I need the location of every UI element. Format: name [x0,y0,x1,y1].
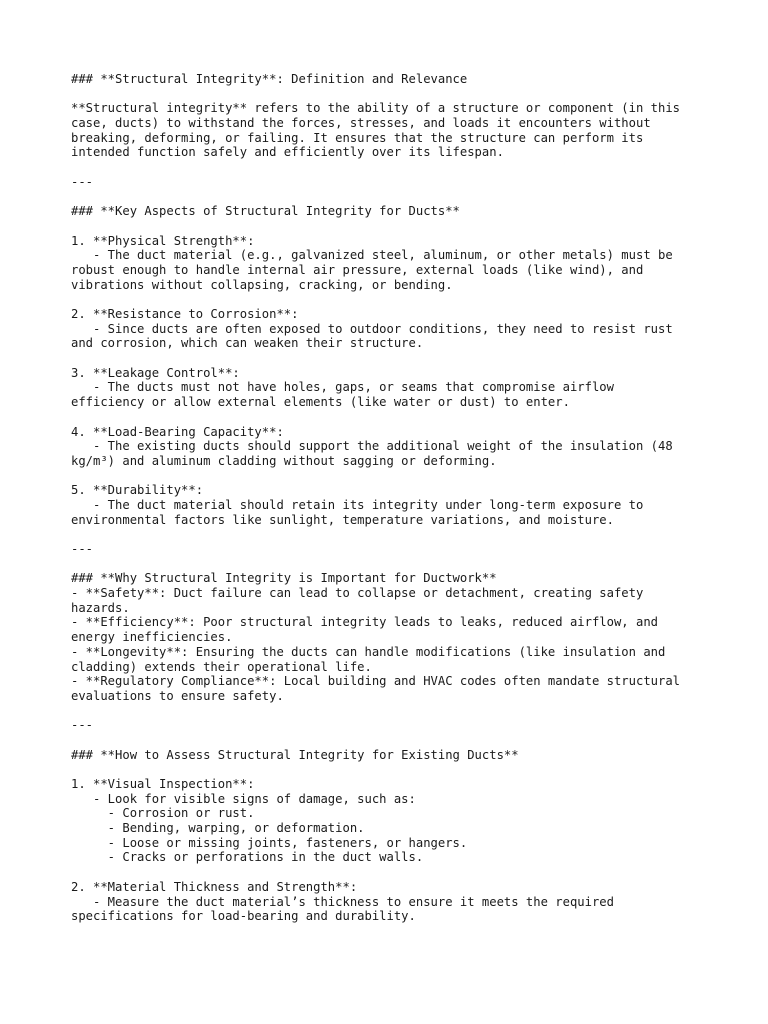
list-item-corrosion: 2. **Resistance to Corrosion**: [71,307,299,321]
list-item-detail: vibrations without collapsing, cracking, or bending. [71,277,453,292]
definition-paragraph-line: **Structural integrity** refers to the ability of a structure or component (in this [71,101,681,116]
bullet-safety: - **Safety**: Duct failure can lead to collapse or detachment, creating safety [71,586,644,601]
bullet-continuation: hazards. [71,600,130,615]
horizontal-rule: --- [71,174,94,189]
list-item-detail: and corrosion, which can weaken their structure. [71,336,424,351]
list-item-leakage: 3. **Leakage Control**: [71,365,240,380]
sub-bullet: - Corrosion or rust. [71,806,255,821]
sub-bullet: - Loose or missing joints, fasteners, or hangers. [71,835,468,850]
list-item-detail: - The duct material should retain its integrity under long-term exposure to [71,497,644,512]
list-item-detail: efficiency or allow external elements (like water or dust) to enter. [71,395,570,410]
blank-line [71,190,711,205]
list-item-detail: - The existing ducts should support the additional weight of the insulation (48 [71,439,673,454]
list-item-material-thickness: 2. **Material Thickness and Strength**: [71,879,358,894]
blank-line [71,557,711,572]
document-page [71,72,711,924]
blank-line [71,762,711,777]
heading-key-aspects: ### **Key Aspects of Structural Integrity for Ducts** [71,204,460,219]
list-item-detail: specifications for load-bearing and durability. [71,909,416,924]
blank-line [71,865,711,880]
list-item-detail: kg/m³) and aluminum cladding without sagging or deforming. [71,453,497,468]
definition-paragraph-line: intended function safely and efficiently over its lifespan. [71,145,504,160]
definition-paragraph-line: case, ducts) to withstand the forces, stresses, and loads it encounters without [71,116,651,131]
blank-line [71,410,711,425]
list-item-load-bearing: 4. **Load-Bearing Capacity**: [71,424,284,439]
list-item-physical-strength: 1. **Physical Strength**: [71,233,255,248]
heading-structural-integrity: ### **Structural Integrity**: Definition and Relevance [71,72,468,86]
bullet-longevity: - **Longevity**: Ensuring the ducts can handle modifications (like insulation and [71,644,666,659]
bullet-continuation: cladding) extends their operational life. [71,659,372,674]
list-item-detail: - Since ducts are often exposed to outdoor conditions, they need to resist rust [71,321,673,336]
horizontal-rule: --- [71,718,94,733]
bullet-regulatory-compliance: - **Regulatory Compliance**: Local building and HVAC codes often mandate structural [71,674,681,689]
blank-line [71,87,711,102]
horizontal-rule: --- [71,542,94,556]
list-item-visual-inspection: 1. **Visual Inspection**: [71,777,255,791]
blank-line [71,704,711,719]
blank-line [71,527,711,542]
definition-paragraph-line: breaking, deforming, or failing. It ensures that the structure can perform its [71,130,644,145]
blank-line [71,160,711,175]
bullet-efficiency: - **Efficiency**: Poor structural integrity leads to leaks, reduced airflow, and [71,615,658,630]
list-item-detail: - The duct material (e.g., galvanized steel, aluminum, or other metals) must be [71,248,673,263]
sub-bullet: - Bending, warping, or deformation. [71,821,365,836]
heading-why-important: ### **Why Structural Integrity is Important for Ductwork** [71,571,497,586]
blank-line [71,469,711,484]
blank-line [71,219,711,234]
list-item-detail: - The ducts must not have holes, gaps, or seams that compromise airflow [71,380,614,395]
blank-line [71,292,711,307]
blank-line [71,733,711,748]
list-item-detail: robust enough to handle internal air pressure, external loads (like wind), and [71,262,644,277]
sub-bullet: - Cracks or perforations in the duct walls. [71,850,424,865]
heading-how-to-assess: ### **How to Assess Structural Integrity for Existing Ducts** [71,747,519,762]
list-item-detail: - Look for visible signs of damage, such as: [71,791,416,806]
list-item-durability: 5. **Durability**: [71,483,204,498]
list-item-detail: - Measure the duct material’s thickness to ensure it meets the required [71,894,614,909]
list-item-detail: environmental factors like sunlight, temperature variations, and moisture. [71,512,614,527]
blank-line [71,351,711,366]
bullet-continuation: evaluations to ensure safety. [71,688,284,703]
bullet-continuation: energy inefficiencies. [71,630,233,645]
